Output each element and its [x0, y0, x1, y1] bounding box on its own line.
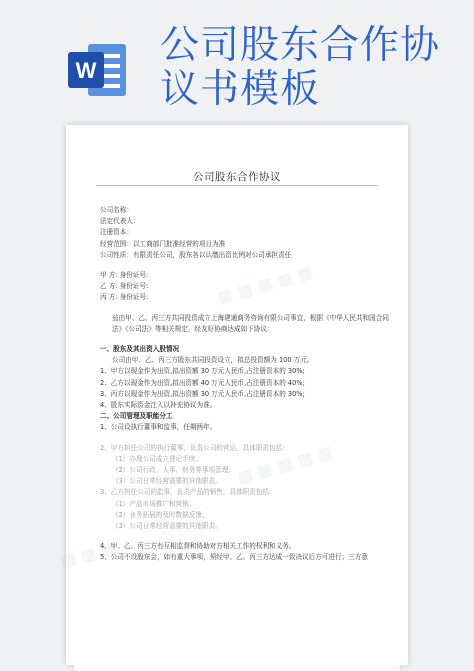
title-divider	[96, 185, 378, 186]
header-banner	[0, 0, 474, 120]
document-line: 经营范围：以工商部门批准经营的项目为准	[100, 239, 226, 248]
document-line: 2、甲方担任公司的执行董事，负责公司的营运，具体职责包括:	[100, 443, 285, 452]
document-line: 4、股东实际资金注入以补充协议为准。	[100, 401, 217, 410]
page-title: 公司股东合作协议书模板	[160, 23, 441, 112]
spacer	[100, 304, 390, 313]
document-line: 法定代表人：	[100, 217, 140, 226]
document-line: 公司由甲、乙、丙三方股东共同投资设立，拟总投资额为 100 万元。	[112, 356, 314, 365]
document-line: 3、丙方以现金作为出资,拟出资额 30 万元人民币,占注册资本的 30%;	[100, 389, 305, 398]
document-line: 5、公司不设股东会，如有重大事项，须经甲、乙、丙三方达成一致决议后方可进行；三方意	[100, 553, 368, 562]
document-line: 甲 方: 身份证号:	[100, 271, 149, 280]
document-body	[100, 205, 390, 564]
document-line: （3）公司日常经营需要的其他职责。	[112, 477, 222, 486]
spacer	[100, 434, 390, 443]
document-line: 兹由甲、乙、丙三方共同投资成立上海建通商务咨询有限公司事宜，根据《中华人民共和国合同法》《公司法》等相关规定，经友好协商达成如下协议：	[112, 313, 389, 333]
word-letter-w: W	[75, 58, 97, 83]
document-line: 1、甲方以现金作为出资,拟出资额 30 万元人民币,占注册资本的 30%;	[100, 367, 305, 376]
spacer	[100, 532, 390, 541]
spacer	[100, 335, 390, 344]
document-line: （1）办理公司成立登记手续；	[112, 454, 202, 463]
document-page	[58, 125, 408, 665]
watermark: ▦ ▦ ▦	[58, 537, 119, 572]
document-title: 公司股东合作协议	[193, 171, 281, 183]
watermark: ▦ ▦ ▦ ▦ ▦	[235, 441, 335, 488]
document-line: 注册资本：	[100, 228, 133, 237]
document-line: 3、乙方担任公司的监事，负责产品的销售，具体职责包括:	[100, 488, 272, 497]
spacer	[100, 261, 390, 270]
document-line: 一、股东及其出资入股情况	[100, 345, 180, 354]
document-line: 公司性质：有限责任公司，股东各以认缴出资比例对公司承担责任	[100, 250, 292, 259]
document-line: 二、公司管理及职能分工	[100, 412, 173, 421]
document-line: 丙 方: 身份证号:	[100, 293, 149, 302]
document-line: 乙 方: 身份证号:	[100, 282, 149, 291]
document-line: 4、甲、乙、丙三方有互相监督和协助对方相关工作的权利和义务。	[100, 542, 296, 551]
document-line: （2）业务拓展的及时数据反馈；	[112, 510, 209, 519]
document-line: （2）公司行政、人事、财务等事项管理；	[112, 466, 235, 475]
document-line: 1、公司设执行董事和监事，任期两年。	[100, 423, 217, 432]
watermark: ▦ ▦ ▦ ▦ ▦	[215, 261, 315, 308]
document-line: 2、乙方以现金作为出资,拟出资额 40 万元人民币,占注册资本的 40%;	[100, 378, 305, 387]
document-line: （1）产品市场推广和营销；	[112, 499, 196, 508]
document-line: 公司名称：	[100, 206, 133, 214]
word-document-icon	[66, 38, 130, 102]
document-line: （3）公司日常经营需要的其他职责。	[112, 522, 222, 531]
